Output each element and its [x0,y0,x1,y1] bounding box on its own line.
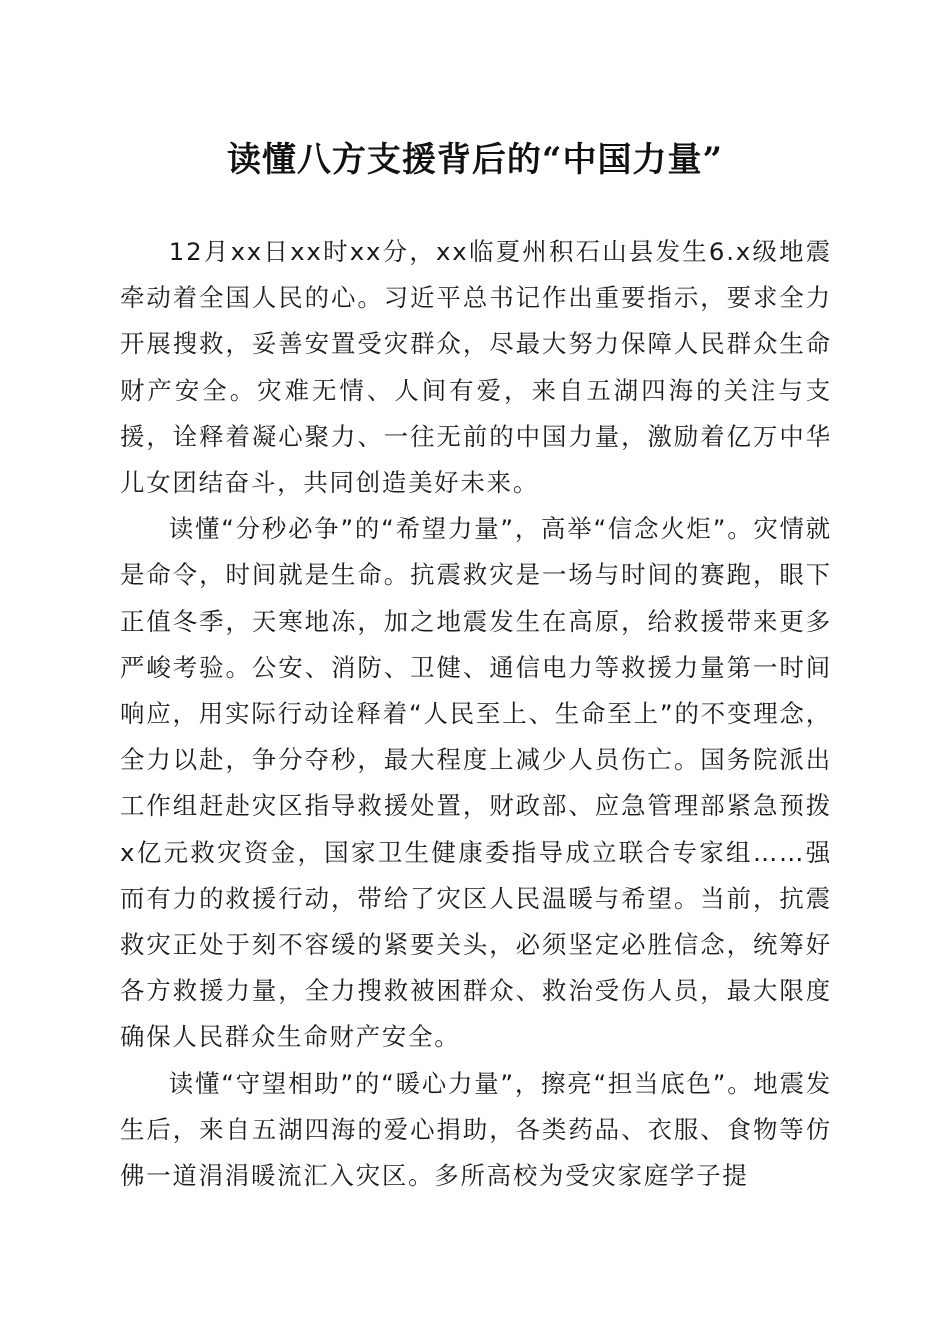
document-body [120,229,832,1199]
paragraph-1: 12月xx日xx时xx分，xx临夏州积石山县发生6.x级地震牵动着全国人民的心。习近平总书记作出重要指示，要求全力开展搜救，妥善安置受灾群众，尽最大努力保障人民群众生命财产安全。灾难无情、人间有爱，来自五湖四海的关注与支援，诠释着凝心聚力、一往无前的中国力量，激励着亿万中华儿女团结奋斗，共同创造美好未来。 [120,237,832,498]
document-title: 读懂八方支援背后的“中国力量” [226,140,724,180]
paragraph-3: 读懂“守望相助”的“暖心力量”，擦亮“担当底色”。地震发生后，来自五湖四海的爱心捐助，各类药品、衣服、食物等仿佛一道涓涓暖流汇入灾区。多所高校为受灾家庭学子提 [120,1068,832,1191]
paragraph-2: 读懂“分秒必争”的“希望力量”，高举“信念火炬”。灾情就是命令，时间就是生命。抗震救灾是一场与时间的赛跑，眼下正值冬季，天寒地冻，加之地震发生在高原，给救援带来更多严峻考验。公安、消防、卫健、通信电力等救援力量第一时间响应，用实际行动诠释着“人民至上、生命至上”的不变理念，全力以赴，争分夺秒，最大程度上减少人员伤亡。国务院派出工作组赶赴灾区指导救援处置，财政部、应急管理部紧急预拨x亿元救灾资金，国家卫生健康委指导成立联合专家组……强而有力的救援行动，带给了灾区人民温暖与希望。当前，抗震救灾正处于刻不容缓的紧要关头，必须坚定必胜信念，统筹好各方救援力量，全力搜救被困群众、救治受伤人员，最大限度确保人民群众生命财产安全。 [120,514,832,1052]
